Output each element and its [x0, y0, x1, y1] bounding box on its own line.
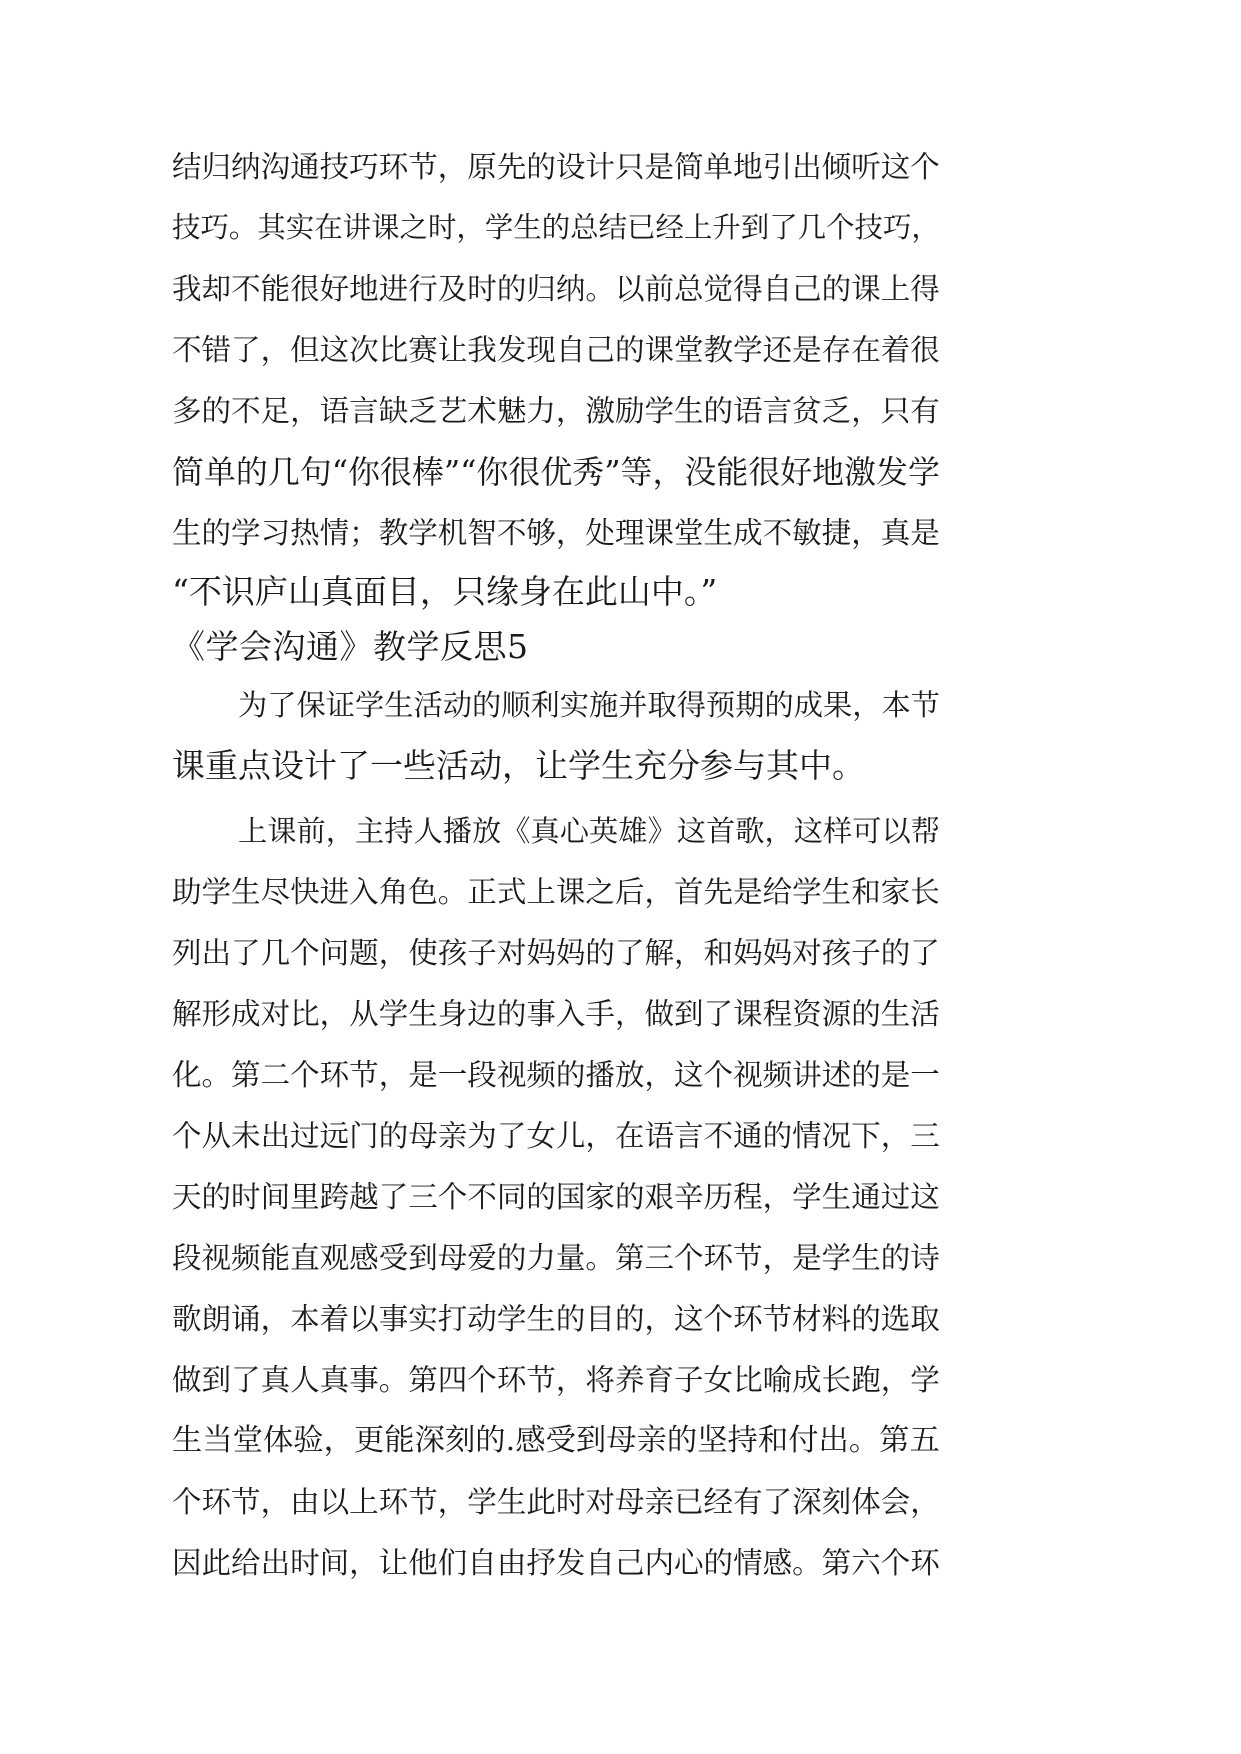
- paragraph-first-line: 上课前，主持人播放《真心英雄》这首歌，这样可以帮: [238, 814, 940, 848]
- body-line: 结归纳沟通技巧环节，原先的设计只是简单地引出倾听这个: [172, 150, 940, 184]
- body-line: 简单的几句“你很棒”“你很优秀”等，没能很好地激发学: [172, 453, 940, 491]
- body-line: 生的学习热情；教学机智不够，处理课堂生成不敏捷，真是: [172, 516, 940, 550]
- section-heading: 《学会沟通》教学反思5: [172, 627, 529, 666]
- paragraph-first-line: 为了保证学生活动的顺利实施并取得预期的成果，本节: [238, 688, 940, 722]
- body-line: 助学生尽快进入角色。正式上课之后，首先是给学生和家长: [172, 875, 940, 909]
- body-line: 生当堂体验，更能深刻的.感受到母亲的坚持和付出。第五: [172, 1423, 940, 1458]
- body-line: 列出了几个问题，使孩子对妈妈的了解，和妈妈对孩子的了: [172, 936, 940, 970]
- body-line: 歌朗诵，本着以事实打动学生的目的，这个环节材料的选取: [172, 1302, 940, 1336]
- body-line: 因此给出时间，让他们自由抒发自己内心的情感。第六个环: [172, 1546, 940, 1580]
- body-line: 课重点设计了一些活动，让学生充分参与其中。: [172, 746, 865, 785]
- body-line: 个从未出过远门的母亲为了女儿，在语言不通的情况下，三: [172, 1119, 940, 1153]
- body-line: 解形成对比，从学生身边的事入手，做到了课程资源的生活: [172, 997, 940, 1031]
- body-line: 段视频能直观感受到母爱的力量。第三个环节，是学生的诗: [172, 1241, 940, 1275]
- body-line: 技巧。其实在讲课之时，学生的总结已经上升到了几个技巧，: [172, 211, 940, 244]
- body-line: 不错了，但这次比赛让我发现自己的课堂教学还是存在着很: [172, 333, 940, 367]
- body-line: 化。第二个环节，是一段视频的播放，这个视频讲述的是一: [172, 1058, 940, 1092]
- body-line: 多的不足，语言缺乏艺术魅力，激励学生的语言贫乏，只有: [172, 394, 940, 428]
- body-line: 我却不能很好地进行及时的归纳。以前总觉得自己的课上得: [172, 272, 940, 306]
- body-line: 天的时间里跨越了三个不同的国家的艰辛历程，学生通过这: [172, 1180, 940, 1214]
- body-line: “不识庐山真面目，只缘身在此山中。”: [172, 572, 718, 611]
- body-line: 个环节，由以上环节，学生此时对母亲已经有了深刻体会，: [172, 1485, 940, 1519]
- body-line: 做到了真人真事。第四个环节，将养育子女比喻成长跑，学: [172, 1363, 940, 1397]
